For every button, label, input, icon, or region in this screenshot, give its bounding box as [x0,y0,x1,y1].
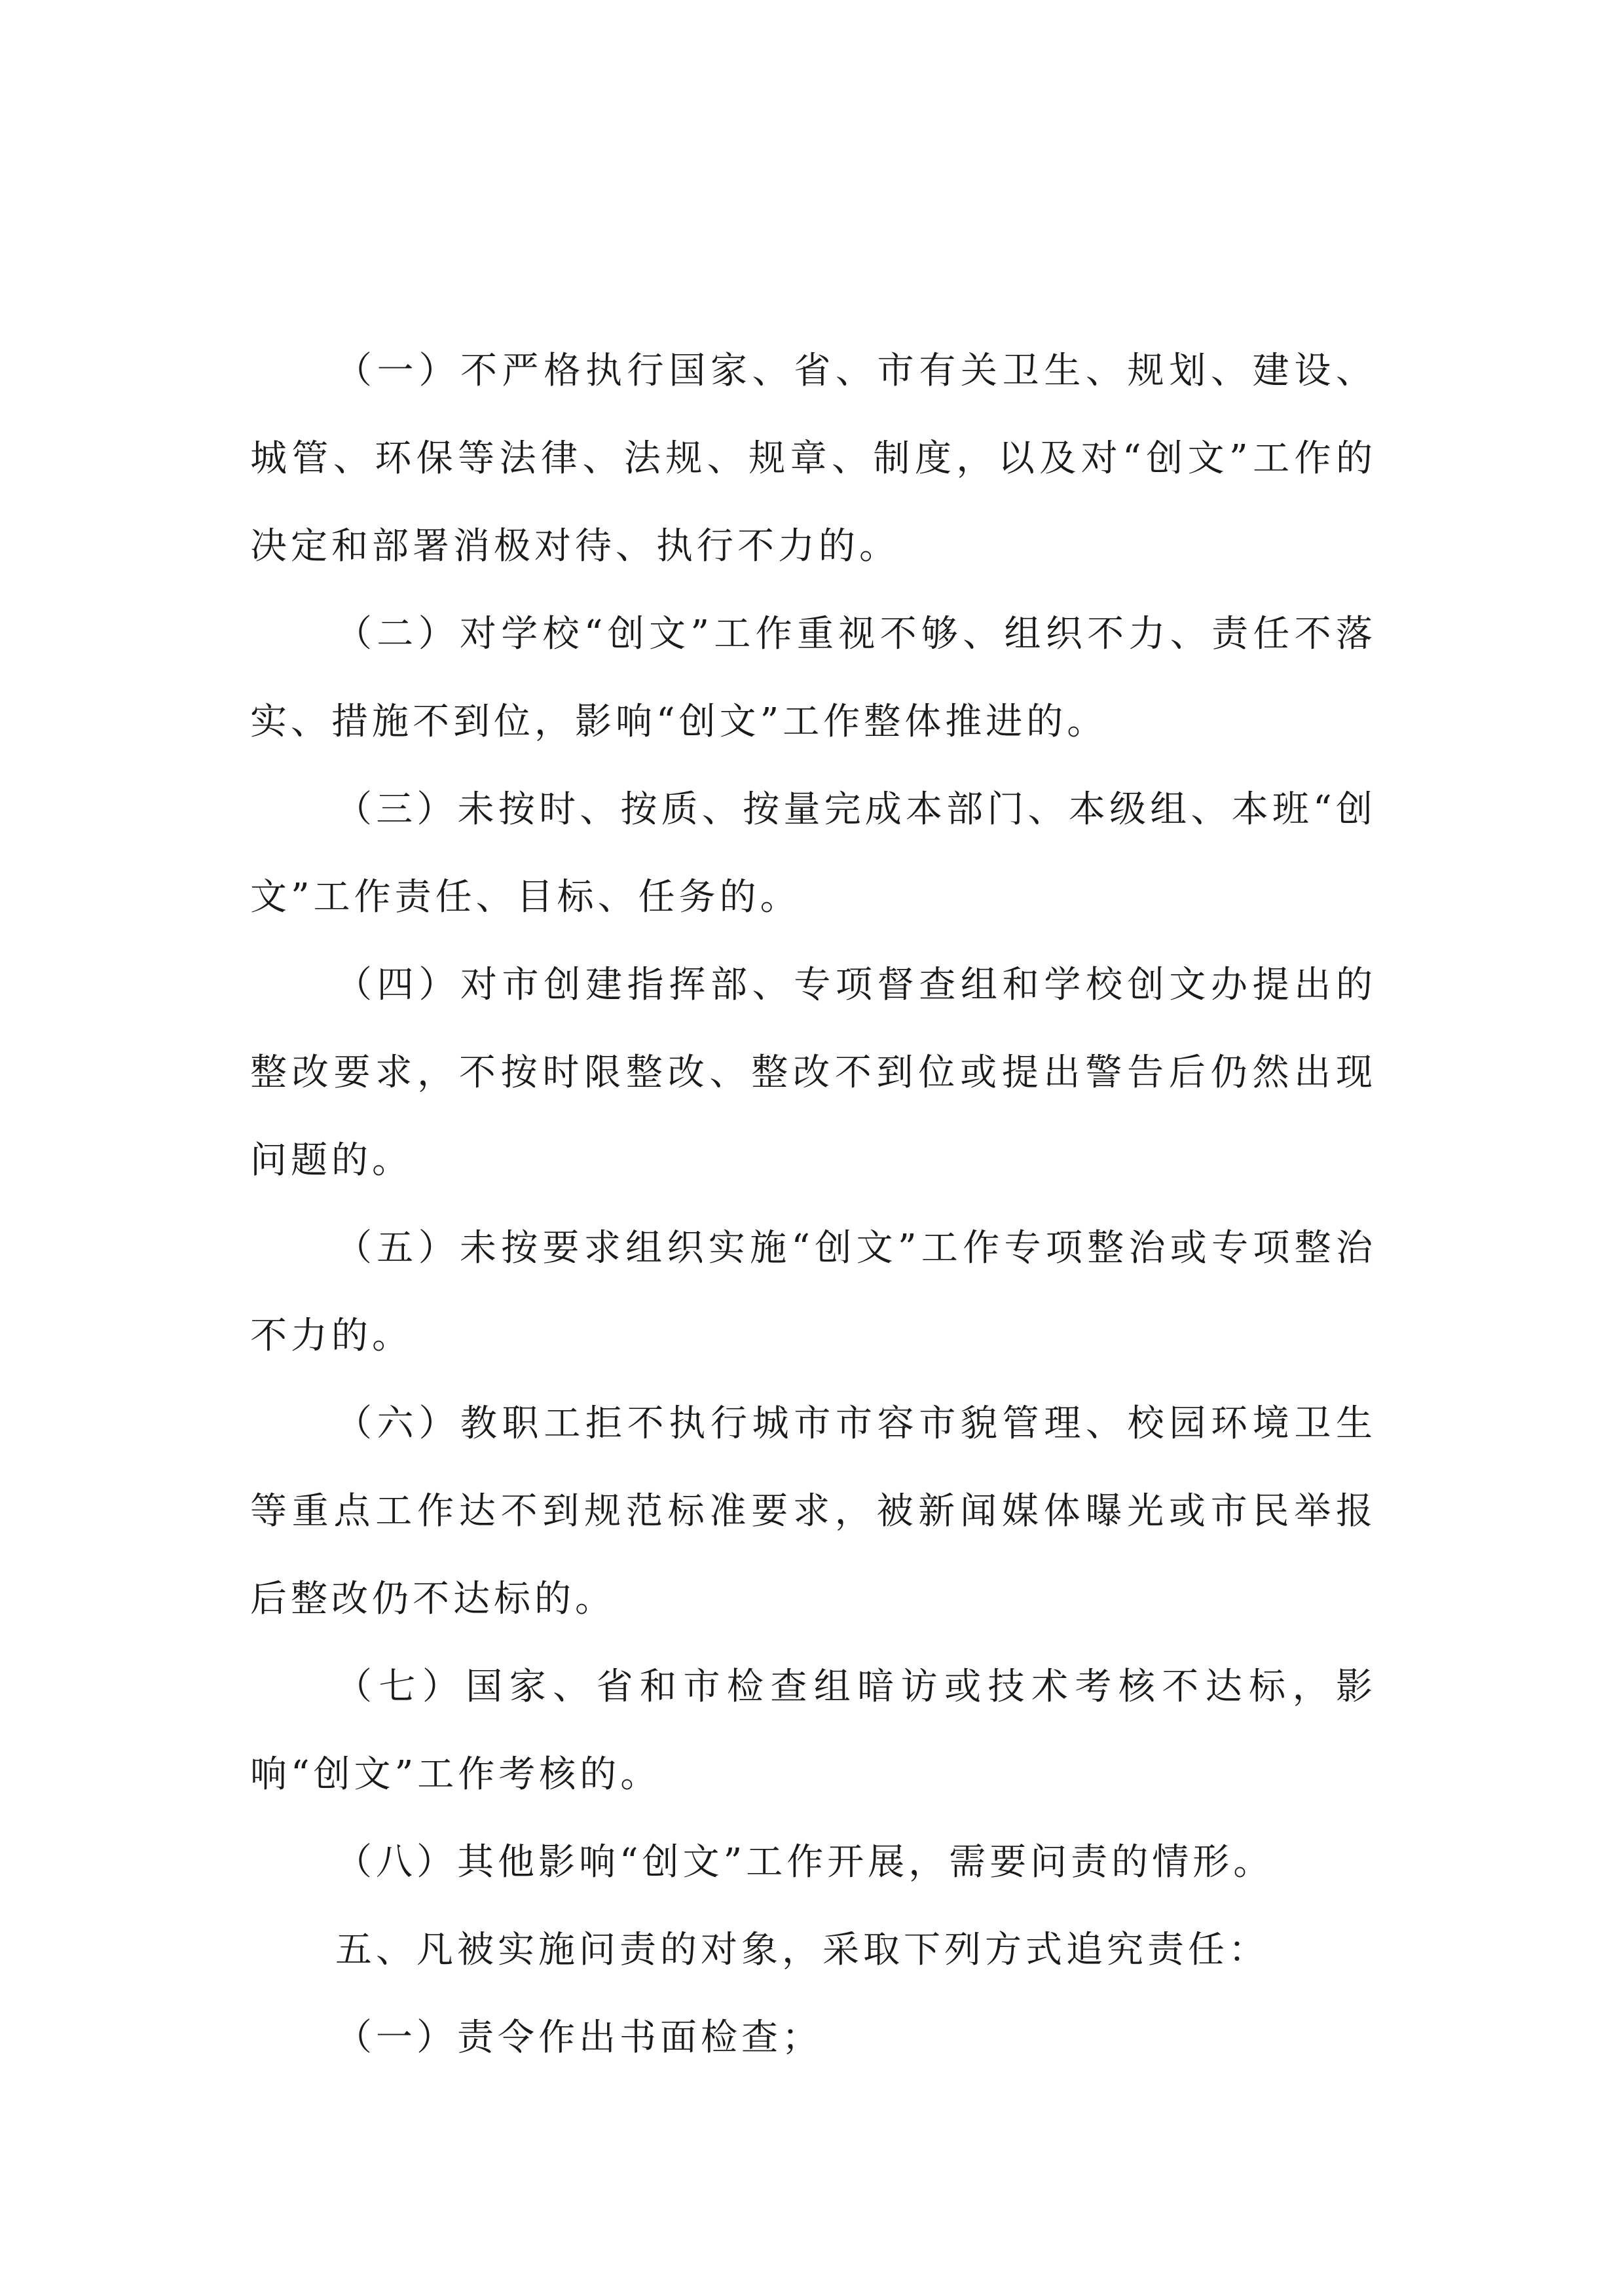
section-heading-5: 五、凡被实施问责的对象，采取下列方式追究责任： [335,1929,1269,1971]
document-body [250,327,1376,2082]
paragraph-clause-3: （三）未按时、按质、按量完成本部门、本级组、本班“创文”工作责任、目标、任务的。 [250,788,1376,919]
paragraph-clause-4: （四）对市创建指挥部、专项督查组和学校创文办提出的整改要求，不按时限整改、整改不到位或提出警告后仍然出现问题的。 [250,964,1376,1182]
paragraph-clause-5: （五）未按要求组织实施“创文”工作专项整治或专项整治不力的。 [250,1227,1376,1357]
paragraph-measure-1: （一）责令作出书面检查； [335,2016,822,2059]
paragraph-clause-6: （六）教职工拒不执行城市市容市貌管理、校园环境卫生等重点工作达不到规范标准要求，被新闻媒体曝光或市民举报后整改仍不达标的。 [250,1402,1376,1620]
paragraph-clause-1: （一）不严格执行国家、省、市有关卫生、规划、建设、城管、环保等法律、法规、规章、制度，以及对“创文”工作的决定和部署消极对待、执行不力的。 [250,350,1376,568]
paragraph-clause-7: （七）国家、省和市检查组暗访或技术考核不达标，影响“创文”工作考核的。 [250,1666,1376,1796]
paragraph-clause-2: （二）对学校“创文”工作重视不够、组织不力、责任不落实、措施不到位，影响“创文”工作整体推进的。 [250,613,1376,743]
paragraph-clause-8: （八）其他影响“创文”工作开展，需要问责的情形。 [335,1841,1274,1884]
